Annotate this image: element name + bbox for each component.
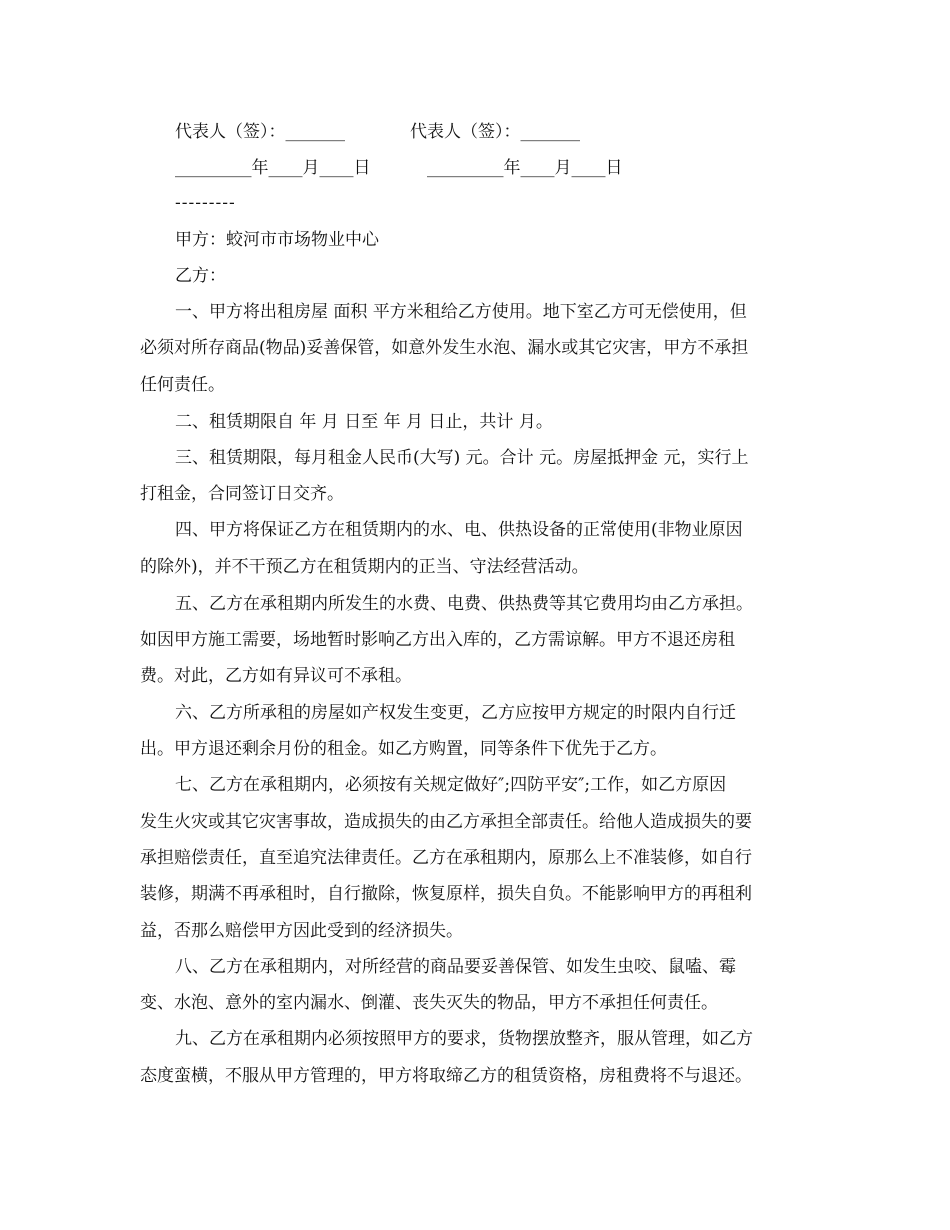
- clause-7-line-5: 益，否那么赔偿甲方因此受到的经济损失。: [140, 921, 463, 941]
- clause-3-line-2: 打租金，合同签订日交齐。: [140, 484, 344, 504]
- clause-7-line-1: 七、乙方在承租期内，必须按有关规定做好″;四防平安″;工作，如乙方原因: [175, 775, 727, 795]
- clause-7-line-2: 发生火灾或其它灾害事故，造成损失的由乙方承担全部责任。给他人造成损失的要: [140, 812, 752, 832]
- clause-3-line-1: 三、租赁期限，每月租金人民币(大写) 元。合计 元。房屋抵押金 元，实行上: [175, 448, 749, 468]
- left-signature-date: _________年____月____日: [175, 158, 371, 178]
- right-representative-signature: 代表人（签）：_______: [410, 122, 580, 142]
- clause-1-line-3: 任何责任。: [140, 375, 225, 395]
- clause-1-line-1: 一、甲方将出租房屋 面积 平方米租给乙方使用。地下室乙方可无偿使用，但: [175, 302, 747, 322]
- clause-5-line-1: 五、乙方在承租期内所发生的水费、电费、供热费等其它费用均由乙方承担。: [175, 594, 753, 614]
- clause-1-line-2: 必须对所存商品(物品)妥善保管，如意外发生水泡、漏水或其它灾害，甲方不承担: [140, 338, 749, 358]
- clause-8-line-2: 变、水泡、意外的室内漏水、倒灌、丧失灭失的物品，甲方不承担任何责任。: [140, 993, 718, 1013]
- section-separator: ---------: [175, 193, 236, 213]
- party-a-line: 甲方：蛟河市市场物业中心: [175, 230, 379, 250]
- clause-5-line-2: 如因甲方施工需要，场地暂时影响乙方出入库的，乙方需谅解。甲方不退还房租: [140, 630, 735, 650]
- clause-7-line-4: 装修，期满不再承租时，自行撤除，恢复原样，损失自负。不能影响甲方的再租利: [140, 884, 752, 904]
- right-signature-date: _________年____月____日: [427, 158, 623, 178]
- party-b-line: 乙方：: [175, 266, 226, 286]
- clause-8-line-1: 八、乙方在承租期内，对所经营的商品要妥善保管、如发生虫咬、鼠嗑、霉: [175, 957, 736, 977]
- clause-7-line-3: 承担赔偿责任，直至追究法律责任。乙方在承租期内，原那么上不准装修，如自行: [140, 848, 752, 868]
- left-representative-signature: 代表人（签）：_______: [175, 122, 345, 142]
- clause-9-line-2: 态度蛮横，不服从甲方管理的，甲方将取缔乙方的租赁资格，房租费将不与退还。: [140, 1066, 752, 1086]
- clause-6-line-2: 出。甲方退还剩余月份的租金。如乙方购置，同等条件下优先于乙方。: [140, 739, 667, 759]
- clause-2-line-1: 二、租赁期限自 年 月 日至 年 月 日止，共计 月。: [175, 412, 553, 432]
- clause-4-line-2: 的除外)，并不干预乙方在租赁期内的正当、守法经营活动。: [140, 557, 589, 577]
- clause-6-line-1: 六、乙方所承租的房屋如产权发生变更，乙方应按甲方规定的时限内自行迁: [175, 703, 736, 723]
- clause-4-line-1: 四、甲方将保证乙方在租赁期内的水、电、供热设备的正常使用(非物业原因: [175, 520, 743, 540]
- clause-9-line-1: 九、乙方在承租期内必须按照甲方的要求，货物摆放整齐，服从管理，如乙方: [175, 1029, 753, 1049]
- clause-5-line-3: 费。对此，乙方如有异议可不承租。: [140, 666, 412, 686]
